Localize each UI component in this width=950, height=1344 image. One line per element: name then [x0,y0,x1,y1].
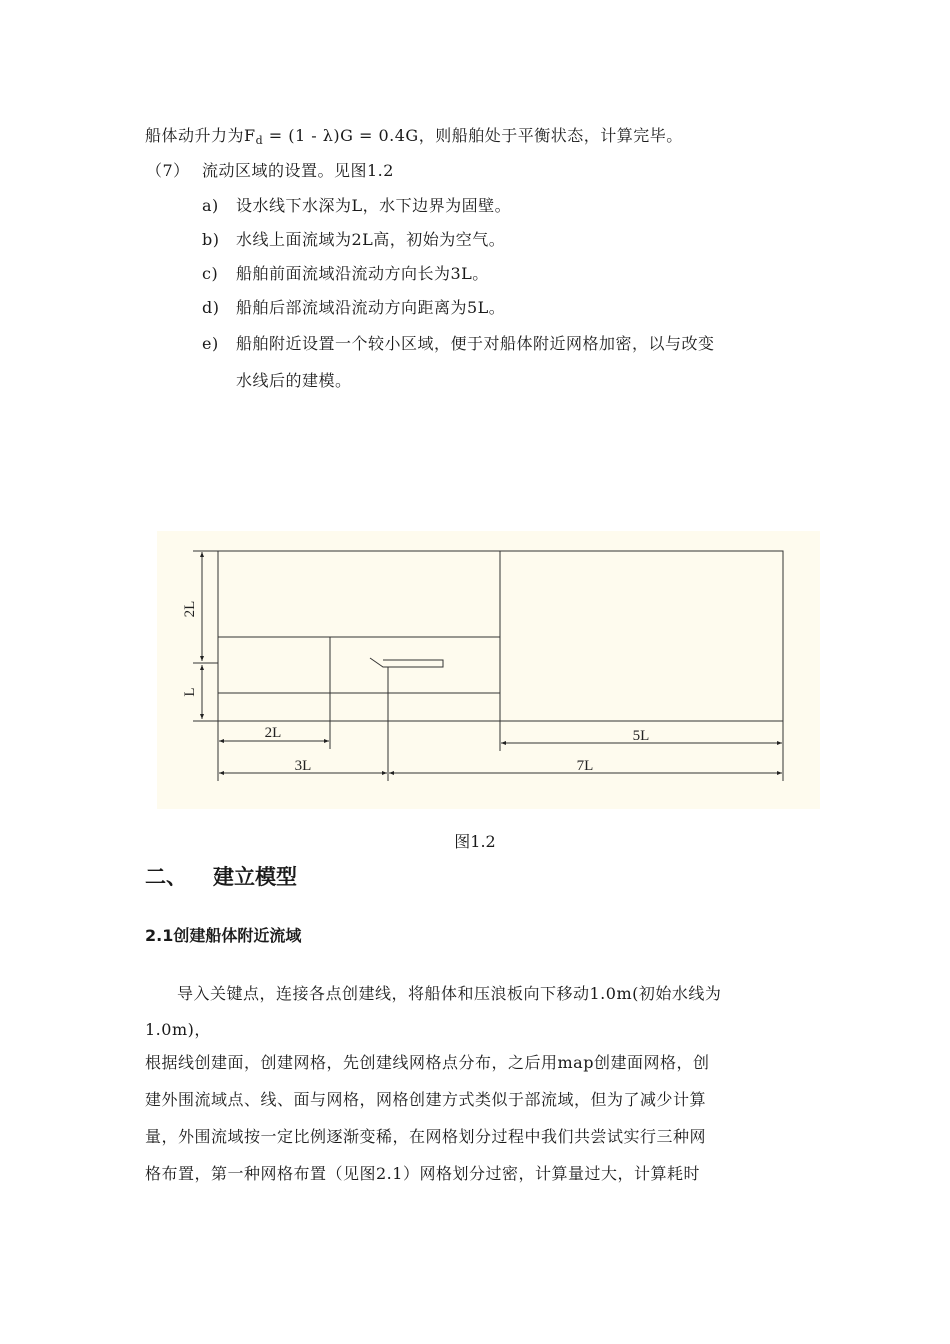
flow-domain-diagram [157,531,820,809]
dim-label-7L: 7L [576,758,594,774]
list-item [202,263,489,285]
list-item [202,229,505,251]
list-item-text: 水线上面流域为2L高，初始为空气。 [236,230,506,249]
list-item-label: b) [202,230,220,249]
section-number: 二、 [145,865,187,889]
list-item-continuation: 水线后的建模。 [236,371,352,390]
list-item-label: d) [202,298,220,317]
list-item [202,195,511,217]
flow-domain-figure [157,531,820,809]
dim-label-L-vertical: L [182,687,198,697]
ship-hull [370,658,443,667]
figure-caption: 图1.2 [454,832,496,851]
lift-equation: = (1 - λ)G = 0.4G，则船舶处于平衡状态，计算完毕。 [263,126,683,145]
list-item-label: a) [202,196,219,215]
section-heading [145,861,297,891]
lift-subscript: d [255,134,264,147]
lift-text: 船体动升力为F [145,126,256,145]
list-item-text: 船舶后部流域沿流动方向距离为5L。 [236,298,506,317]
subsection-heading: 2.1创建船体附近流域 [145,926,302,945]
list-item-label: e) [202,334,219,353]
dim-label-3L: 3L [294,758,312,774]
dim-label-2L-vertical: 2L [182,600,198,618]
body-line: 格布置，第一种网格布置（见图2.1）网格划分过密，计算量过大，计算耗时 [145,1164,700,1183]
lift-equation-line [145,125,683,152]
list-item-text: 船舶附近设置一个较小区域，便于对船体附近网格加密，以与改变 [236,334,715,353]
list-item-text: 设水线下水深为L，水下边界为固壁。 [236,196,512,215]
step7-line [146,160,394,182]
body-line: 1.0m)， [145,1020,211,1039]
step7-label: （7） [146,161,190,180]
step7-text: 流动区域的设置。见图1.2 [202,161,394,180]
list-item [202,333,715,355]
list-item-label: c) [202,264,219,283]
list-item-text: 船舶前面流域沿流动方向长为3L。 [236,264,489,283]
section-title: 建立模型 [213,865,297,889]
dim-label-5L: 5L [632,728,650,744]
body-line: 建外围流域点、线、面与网格，网格创建方式类似于部流域，但为了减少计算 [145,1090,707,1109]
list-item [202,297,505,319]
body-line: 根据线创建面，创建网格，先创建线网格点分布，之后用map创建面网格，创 [145,1053,710,1072]
body-line: 导入关键点，连接各点创建线，将船体和压浪板向下移动1.0m(初始水线为 [177,984,722,1003]
dim-label-2L-horizontal: 2L [264,725,282,741]
body-line: 量，外围流域按一定比例逐渐变稀，在网格划分过程中我们共尝试实行三种网 [145,1127,707,1146]
